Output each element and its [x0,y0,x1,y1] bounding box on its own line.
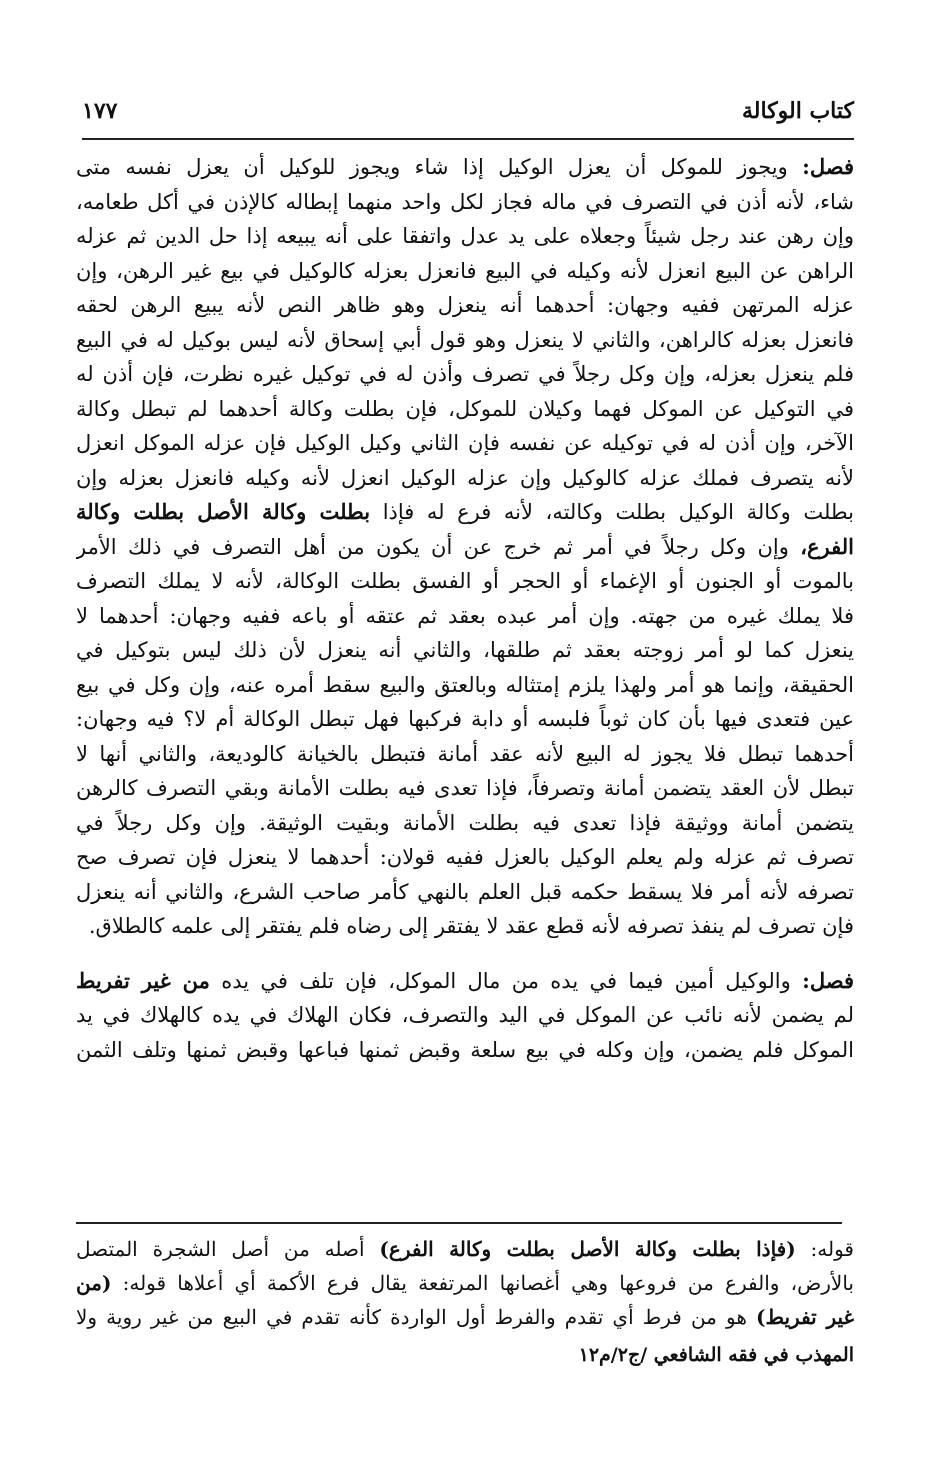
text-line: الحقيقة، وإنما هو أمر ولهذا يلزم إمتثاله وبالعتق والبيع سقط أمره عنه، وإن وكل في بيع [76,672,854,697]
line-text: هو من فرط أي تقدم والفرط أول الواردة كأنه تقدم في البيع من غير روية ولا [76,1305,757,1329]
printer-signature: المهذب في فقه الشافعي /ج٢/م١٢ [578,1344,854,1366]
emphasis-text: الفرع، [800,533,854,559]
text-line: الآخر، وإن أذن له في توكيله عن نفسه فإن الثاني وكيل الوكيل فإن عزله الموكل انعزل [76,431,854,455]
line-text: وإن وكل رجلاً في أمر ثم خرج عن أن يكون من أهل التصرف في ذلك الأمر [76,534,801,559]
text-line: عزله المرتهن ففيه وجهان: أحدهما أنه ينعزل وهو ظاهر النص لأنه يبيع الرهن لحقه [76,293,854,317]
footnote-line [76,1300,854,1334]
text-line: عين فتعدى فيها بأن كان ثوباً فلبسه أو دابة فركبها فهل تبطل الوكالة أم لا؟ فيه وجهان: [76,707,854,731]
text-line [76,495,854,530]
footnotes [76,1232,854,1334]
line-text: بطلت وكالة الوكيل بطلت وكالته، لأنه فرع له فإذا [370,500,854,524]
text-line: فلا يملك غيره من جهته. وإن أمر عبده بعقد ثم عتقه أو باعه ففيه وجهان: أحدهما لا [76,603,854,628]
emphasis-text: (من [76,1271,112,1295]
line-text: أصله من أصل الشجرة المتصل [76,1237,380,1261]
text-line: تصرف ثم عزله ولم يعلم الوكيل بالعزل ففيه قولان: أحدهما لا ينعزل فإن تصرف صح [76,845,854,869]
text-line [76,964,854,999]
text-line [76,530,854,565]
paragraph-1 [76,150,854,944]
page-number: ١٧٧ [82,98,118,124]
section-label: فصل: [802,967,854,993]
running-title: كتاب الوكالة [741,98,854,124]
text-line: بالموت أو الجنون أو الإغماء أو الحجر أو الفسق بطلت الوكالة، لأنه لا يملك التصرف [76,569,854,593]
text-line: فلم ينعزل بعزله، وإن وكل رجلاً في تصرف وأذن له في توكيل غيره نظرت، فإن أذن له [76,362,854,386]
text-line: ينعزل كما لو أمر زوجته بعقد ثم طلقها، والثاني أنه ينعزل لأن ذلك ليس بتوكيل في [76,638,854,662]
footnote-line [76,1266,854,1300]
text-line: فانعزل بعزله كالراهن، والثاني لا ينعزل وهو قول أبي إسحاق لأنه ليس بوكيل له في البيع [76,327,854,352]
emphasis-text: من غير تفريط [76,967,210,993]
text-line: أحدهما تبطل فلا يجوز له البيع لأنه عقد أمانة فتبطل بالخيانة كالوديعة، والثاني أنها لا [76,741,854,766]
line-text: ويجوز للموكل أن يعزل الوكيل إذا شاء ويجوز للوكيل أن يعزل نفسه متى [76,155,803,179]
main-text [76,150,854,1067]
emphasis-text: غير تفريط) [756,1305,854,1329]
text-line: شاء، لأنه أذن في التصرف في ماله فجاز لكل واحد منهما إبطاله كالإذن في أكل طعامه، [76,189,854,214]
line-text: قوله: [795,1237,854,1261]
text-line: الموكل فلم يضمن، وإن وكله في بيع سلعة وقبض ثمنها فباعها وقبض ثمنها وتلف الثمن [76,1037,854,1062]
text-line: الراهن عن البيع انعزل لأنه وكيله في البيع فانعزل بعزله كالوكيل في بيع غير الرهن، وإن [76,258,854,283]
paragraph-2 [76,964,854,1068]
text-line: تبطل لأن العقد يتضمن أمانة وتصرفاً، فإذا تعدى فيه بطلت الأمانة وبقي التصرف كالرهن [76,776,854,800]
header-rule [82,138,854,140]
emphasis-text: بطلت وكالة الأصل بطلت وكالة [76,499,371,524]
text-line: فإن تصرف لم ينفذ تصرفه لأنه قطع عقد لا يفتقر إلى رضاه فلم يفتقر إلى علمه كالطلاق. [88,914,854,938]
page-header [82,92,854,136]
text-line: لم يضمن لأنه نائب عن الموكل في اليد والتصرف، فكان الهلاك في يده كالهلاك في يد [76,1003,854,1027]
text-line: وإن رهن عند رجل شيئاً وجعلاه على يد عدل واتفقا على أنه يبيعه إذا حل الدين ثم عزله [76,224,854,248]
section-label: فصل: [802,154,854,179]
text-line: يتضمن أمانة ووثيقة فإذا تعدى فيه بطلت الأمانة وبقيت الوثيقة. وإن وكل رجلاً في [76,810,854,835]
footnote-rule [76,1222,842,1224]
text-line: لأنه يتصرف فملك عزله كالوكيل وإن عزله الوكيل انعزل لأنه وكيله فانعزل بعزله وإن [76,465,854,490]
footnote-line [76,1232,854,1266]
line-text: والوكيل أمين فيما في يده من مال الموكل، فإن تلف في يده [209,968,803,993]
paragraph-gap [76,944,854,964]
text-line: تصرفه لأنه أمر فلا يسقط حكمه قبل العلم بالنهي كأمر صاحب الشرع، والثاني أنه ينعزل [76,879,854,904]
emphasis-text: (فإذا بطلت وكالة الأصل بطلت وكالة الفرع) [379,1237,796,1261]
line-text: بالأرض، والفرع من فروعها وهي أغصانها المرتفعة يقال فرع الأكمة أي أعلاها قوله: [111,1271,854,1295]
text-line: في التوكيل عن الموكل فهما وكيلان للموكل، فإن بطلت وكالة أحدهما لم تبطل وكالة [76,396,854,421]
text-line [76,150,854,185]
